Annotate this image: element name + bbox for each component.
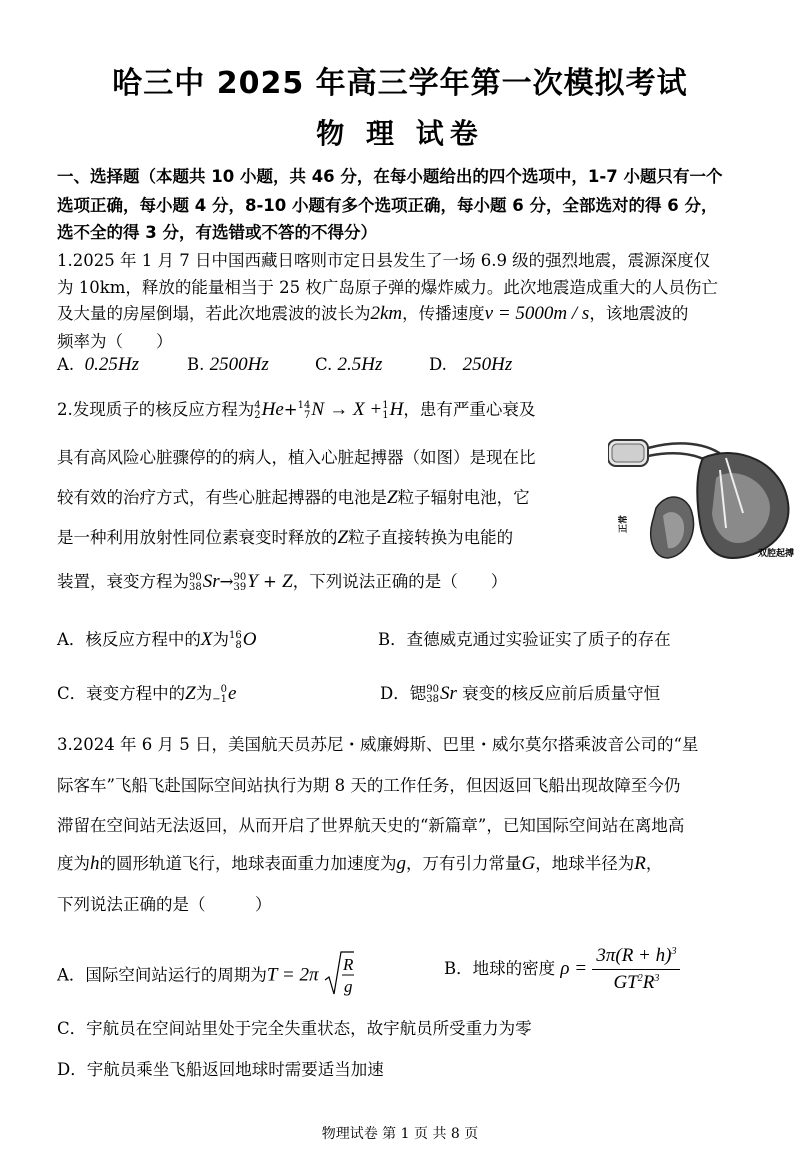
- page-subtitle: 物 理 试卷: [316, 117, 484, 150]
- page-title: 哈三中 2025 年高三学年第一次模拟考试: [112, 66, 688, 101]
- q2-line-3: 较有效的治疗方式，有些心脏起搏器的电池是Z粒子辐射电池，它: [57, 487, 530, 508]
- q1-option-d: D. 250Hz: [429, 354, 513, 375]
- q1-option-c: C. 2.5Hz: [315, 354, 383, 375]
- section-instructions-line-3: 选不全的得 3 分，有选错或不答的不得分）: [57, 223, 377, 242]
- section-instructions-line-1: 一、选择题（本题共 10 小题，共 46 分，在每小题给出的四个选项中，1-7 小题只有一个: [57, 167, 723, 186]
- figure-label-dual-chamber: 双腔起搏: [758, 549, 795, 559]
- q2-line-5: 装置，衰变方程为90 38Sr→90 39Y + Z，下列说法正确的是（ ）: [57, 571, 508, 593]
- q3-line-4: 度为h的圆形轨道飞行，地球表面重力加速度为g，万有引力常量G，地球半径为R，: [57, 853, 663, 874]
- q1-speed: v = 5000m / s: [484, 303, 590, 324]
- q3-option-a: A．国际空间站运行的周期为T = 2π R g: [57, 950, 354, 1002]
- q1-option-a: A. 0.25Hz: [57, 354, 140, 375]
- q2-line-2: 具有高风险心脏骤停的的病人，植入心脏起搏器（如图）是现在比: [57, 448, 536, 467]
- q1-wavelength: 2km: [370, 303, 403, 324]
- page-footer: 物理试卷 第 1 页 共 8 页: [321, 1126, 479, 1142]
- q3-line-3: 滞留在空间站无法返回，从而开启了世界航天史的“新篇章”，已知国际空间站在离地高: [57, 816, 685, 835]
- q3-line-2: 际客车”飞船飞赴国际空间站执行为期 8 天的工作任务，但因返回飞船出现故障至今仍: [57, 776, 681, 795]
- q2-option-c: C．衰变方程中的Z为 0 −1e: [57, 683, 237, 705]
- q1-line-2: 为 10km，释放的能量相当于 25 枚广岛原子弹的爆炸威力。此次地震造成重大的人员伤亡: [57, 278, 718, 297]
- q3-line-5: 下列说法正确的是（ ）: [57, 895, 272, 914]
- q3-option-d: D．宇航员乘坐飞船返回地球时需要适当加速: [57, 1060, 384, 1079]
- section-instructions-line-2: 选项正确，每小题 4 分，8-10 小题有多个选项正确，每小题 6 分，全部选对的得 6 分，: [57, 196, 718, 215]
- q1-line-3: 及大量的房屋倒塌，若此次地震波的波长为2km，传播速度v = 5000m / s，该地震波的: [57, 303, 689, 324]
- q2-option-b: B．查德威克通过实验证实了质子的存在: [378, 630, 671, 649]
- q1-line-1: 1.2025 年 1 月 7 日中国西藏日喀则市定日县发生了一场 6.9 级的强烈地震，震源深度仅: [57, 251, 711, 270]
- q1-line-4: 频率为（ ）: [57, 332, 173, 351]
- svg-text:R: R: [342, 955, 354, 974]
- pacemaker-heart-illustration: [608, 418, 800, 568]
- svg-text:g: g: [343, 977, 353, 996]
- pacemaker-heart-figure: [608, 418, 800, 568]
- q2-line-1: 2.发现质子的核反应方程为4 2He+14 7N → X +1 1H，患有严重心衰及: [57, 399, 536, 421]
- q2-option-d: D．锶90 38Sr 衰变的核反应前后质量守恒: [380, 683, 661, 705]
- q1-option-b: B. 2500Hz: [187, 354, 269, 375]
- q2-option-a: A．核反应方程中的X为16 8O: [57, 629, 257, 651]
- q3-option-c: C．宇航员在空间站里处于完全失重状态，故宇航员所受重力为零: [57, 1019, 532, 1038]
- q3-option-b: B．地球的密度 ρ = $\frac{3\pi(R + h)^3}{GT^2R^3}$: [444, 945, 680, 994]
- q2-line-4: 是一种利用放射性同位素衰变时释放的Z粒子直接转换为电能的: [57, 527, 514, 548]
- q3-line-1: 3.2024 年 6 月 5 日，美国航天员苏尼・威廉姆斯、巴里・威尔莫尔搭乘波音公司的“星: [57, 735, 699, 754]
- figure-label-normal: 正常: [619, 514, 629, 533]
